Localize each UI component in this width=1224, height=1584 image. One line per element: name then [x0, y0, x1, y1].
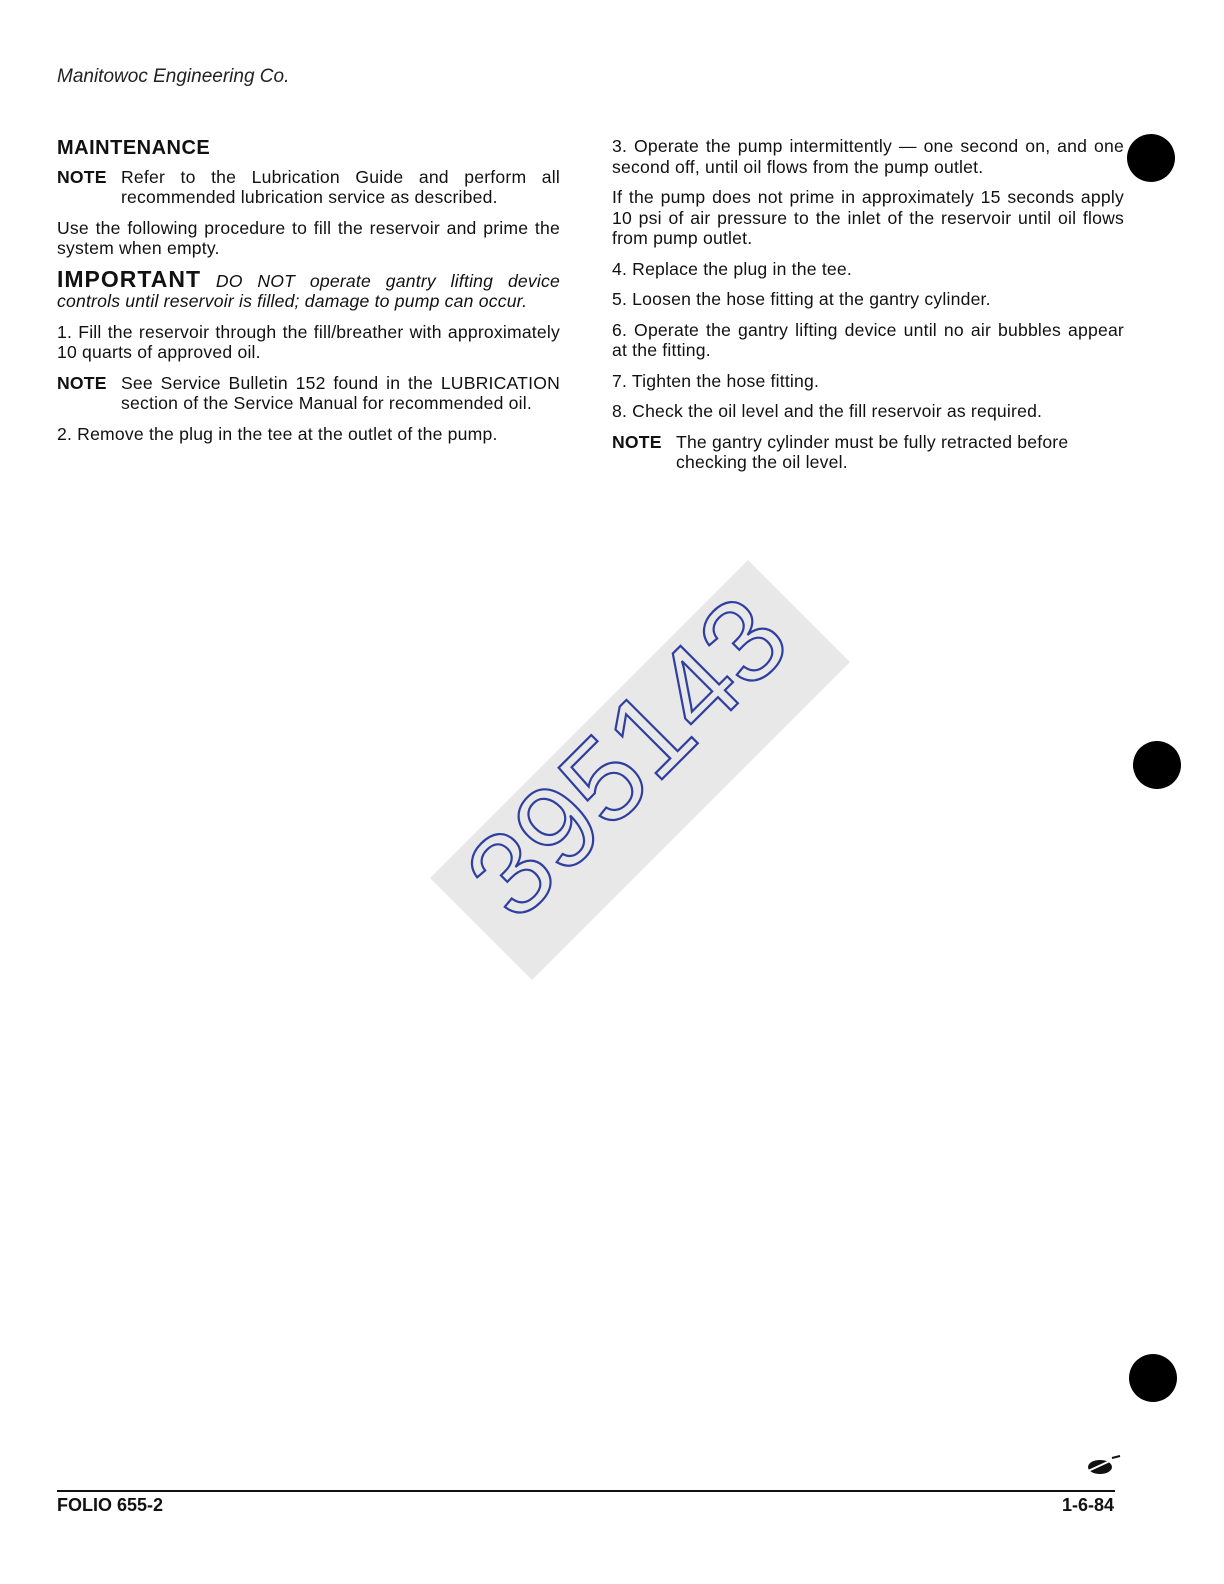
right-column — [612, 136, 1124, 483]
important-label: IMPORTANT — [57, 265, 202, 292]
publisher-logo-icon — [1082, 1452, 1122, 1478]
note-service-bulletin — [57, 373, 560, 414]
note-label: NOTE — [57, 372, 107, 393]
step-1: 1. Fill the reservoir through the fill/breather with approximately 10 quarts of approved oil. — [57, 321, 560, 362]
note-text: The gantry cylinder must be fully retracted before checking the oil level. — [676, 431, 1069, 472]
step-7: 7. Tighten the hose fitting. — [612, 370, 820, 391]
footer-rule — [57, 1490, 1115, 1492]
left-column — [57, 136, 560, 454]
important-paragraph — [57, 265, 560, 312]
step-4: 4. Replace the plug in the tee. — [612, 258, 852, 279]
section-heading: MAINTENANCE — [57, 137, 211, 159]
page-date: 1-6-84 — [1061, 1495, 1114, 1515]
prime-note: If the pump does not prime in approximately 15 seconds apply 10 psi of air pressure to the inlet of the reservoir until oil flows from pump outlet. — [612, 187, 1124, 248]
watermark-number: 395143 — [441, 571, 814, 944]
folio-number: FOLIO 655-2 — [57, 1495, 164, 1515]
note-label: NOTE — [612, 431, 662, 452]
note-retracted — [612, 432, 1124, 473]
punch-hole-middle — [1133, 741, 1181, 789]
company-header: Manitowoc Engineering Co. — [57, 66, 290, 87]
note-label: NOTE — [57, 166, 107, 187]
step-5: 5. Loosen the hose fitting at the gantry cylinder. — [612, 289, 991, 309]
step-6: 6. Operate the gantry lifting device until no air bubbles appear at the fitting. — [612, 319, 1124, 360]
step-2: 2. Remove the plug in the tee at the outlet of the pump. — [57, 423, 498, 444]
note-text: See Service Bulletin 152 found in the LUBRICATION section of the Service Manual for recommended oil. — [121, 372, 560, 413]
punch-hole-top — [1127, 134, 1175, 182]
intro-paragraph: Use the following procedure to fill the reservoir and prime the system when empty. — [57, 217, 560, 258]
important-text: DO NOT operate gantry lifting device controls until reservoir is filled; damage to pump can occur. — [57, 270, 560, 311]
watermark-stamp — [430, 560, 850, 980]
punch-hole-bottom — [1129, 1354, 1177, 1402]
note-text: Refer to the Lubrication Guide and perform all recommended lubrication service as described. — [121, 166, 560, 207]
step-3: 3. Operate the pump intermittently — one second on, and one second off, until oil flows from the pump outlet. — [612, 136, 1124, 177]
note-lubrication — [57, 167, 560, 208]
step-8: 8. Check the oil level and the fill reservoir as required. — [612, 401, 1043, 421]
